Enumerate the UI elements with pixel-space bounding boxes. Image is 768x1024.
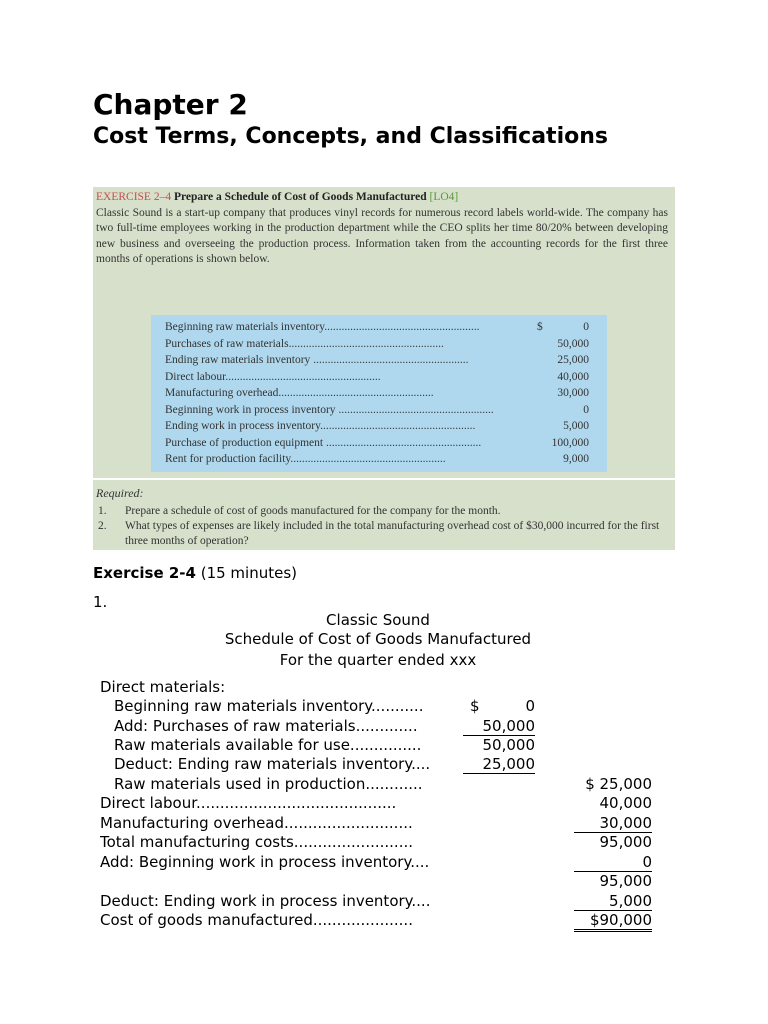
schedule-line [0, 736, 768, 756]
chapter-number: Chapter 2 [93, 88, 248, 121]
line-amount: 50,000 [463, 717, 535, 736]
table-row [161, 404, 593, 420]
table-row-label: Direct labour...................................................... [165, 370, 381, 383]
table-row [161, 420, 593, 436]
currency-symbol: $ [537, 321, 543, 333]
table-row-label: Purchases of raw materials...................................................... [165, 337, 444, 350]
table-row-label: Ending raw materials inventory ...................................................... [165, 354, 469, 366]
table-row-value: 30,000 [557, 387, 589, 399]
line-amount: 95,000 [599, 872, 652, 890]
exercise-text [96, 190, 668, 268]
table-row-label: Beginning work in process inventory ...................................................... [165, 403, 494, 416]
learning-objective: [LO4] [429, 191, 459, 203]
schedule-line [0, 853, 768, 873]
table-row [161, 437, 593, 453]
line-label: Manufacturing overhead........................... [100, 814, 413, 832]
line-label: Direct materials: [100, 678, 226, 696]
required-section [93, 478, 675, 552]
line-amount: 30,000 [574, 814, 652, 833]
table-row-value: 5,000 [563, 420, 589, 432]
schedule-line [0, 872, 768, 892]
table-row-value: 25,000 [557, 354, 589, 366]
line-label: Deduct: Ending raw materials inventory.... [114, 755, 431, 773]
exercise-description: Classic Sound is a start-up company that produces vinyl records for numerous record labels world-wide. The company has two full-time employees working in the production department while the CEO splits her time 80/20% between developing new business and overseeing the production process. Information taken from the accounting records for the first three months of operations is shown below. [96, 206, 668, 266]
line-label: Beginning raw materials inventory........... [114, 697, 424, 715]
table-row-label: Purchase of production equipment ...................................................... [165, 436, 482, 449]
line-amount: $ 25,000 [585, 775, 652, 793]
line-amount: $90,000 [574, 911, 652, 932]
line-amount: 50,000 [482, 736, 535, 754]
table-row-value: 40,000 [557, 370, 589, 383]
line-label: Raw materials used in production............ [114, 775, 423, 793]
required-label: Required: [96, 486, 144, 500]
line-amount: 5,000 [574, 892, 652, 911]
exercise-title: Prepare a Schedule of Cost of Goods Manufactured [173, 191, 427, 203]
schedule-period: For the quarter ended xxx [279, 651, 477, 669]
line-label: Add: Purchases of raw materials............. [114, 717, 418, 735]
table-row-value: 0 [583, 403, 589, 416]
table-row [161, 387, 593, 403]
required-item-number: 2. [98, 520, 107, 532]
line-label: Cost of goods manufactured..................... [100, 911, 413, 929]
schedule-line [0, 794, 768, 814]
schedule-title: Schedule of Cost of Goods Manufactured [224, 630, 532, 648]
exercise-box [93, 187, 675, 550]
exercise-label: EXERCISE 2–4 [96, 191, 172, 203]
table-row-value: 9,000 [563, 453, 589, 465]
table-row-value: 0 [583, 321, 589, 333]
solution-heading: Exercise 2-4 (15 minutes) [93, 564, 297, 582]
required-item-text: Prepare a schedule of cost of goods manufactured for the company for the month. [125, 505, 501, 517]
schedule-line [0, 911, 768, 931]
required-item-text: What types of expenses are likely included in the total manufacturing overhead cost of $30,000 incurred for the first three months of operation? [125, 520, 660, 547]
line-amount: 40,000 [599, 794, 652, 812]
line-amount: 25,000 [463, 755, 535, 774]
schedule-line [0, 775, 768, 795]
table-row [161, 338, 593, 354]
required-item-number: 1. [98, 505, 107, 517]
schedule-line [0, 678, 768, 698]
line-label: Direct labour.......................................... [100, 794, 397, 812]
table-row-label: Ending work in process inventory...................................................... [165, 420, 476, 432]
line-label: Add: Beginning work in process inventory.... [100, 853, 430, 871]
table-row-value: 100,000 [551, 436, 589, 449]
line-label: Raw materials available for use............... [114, 736, 422, 754]
table-row [161, 354, 593, 370]
schedule-line [0, 755, 768, 775]
table-row-label: Beginning raw materials inventory...................................................... [165, 321, 480, 333]
table-row-label: Rent for production facility...................................................... [165, 453, 446, 465]
schedule-line [0, 833, 768, 853]
schedule-company: Classic Sound [326, 611, 430, 629]
line-amount: 0 [574, 853, 652, 872]
table-row [161, 371, 593, 387]
line-amount: 0 [525, 697, 535, 715]
table-row-label: Manufacturing overhead...................................................... [165, 387, 434, 399]
table-row [161, 321, 593, 337]
schedule-line [0, 814, 768, 834]
schedule-line [0, 892, 768, 912]
line-label: Deduct: Ending work in process inventory.... [100, 892, 431, 910]
line-label: Total manufacturing costs......................... [100, 833, 413, 851]
chapter-title: Cost Terms, Concepts, and Classifications [93, 124, 608, 149]
table-row [161, 453, 593, 469]
currency-symbol: $ [470, 697, 480, 715]
solution-part-number: 1. [93, 593, 108, 611]
schedule-line [0, 717, 768, 737]
table-row-value: 50,000 [557, 337, 589, 350]
exercise-data-table [151, 315, 607, 472]
schedule-line [0, 697, 768, 717]
line-amount: 95,000 [599, 833, 652, 851]
